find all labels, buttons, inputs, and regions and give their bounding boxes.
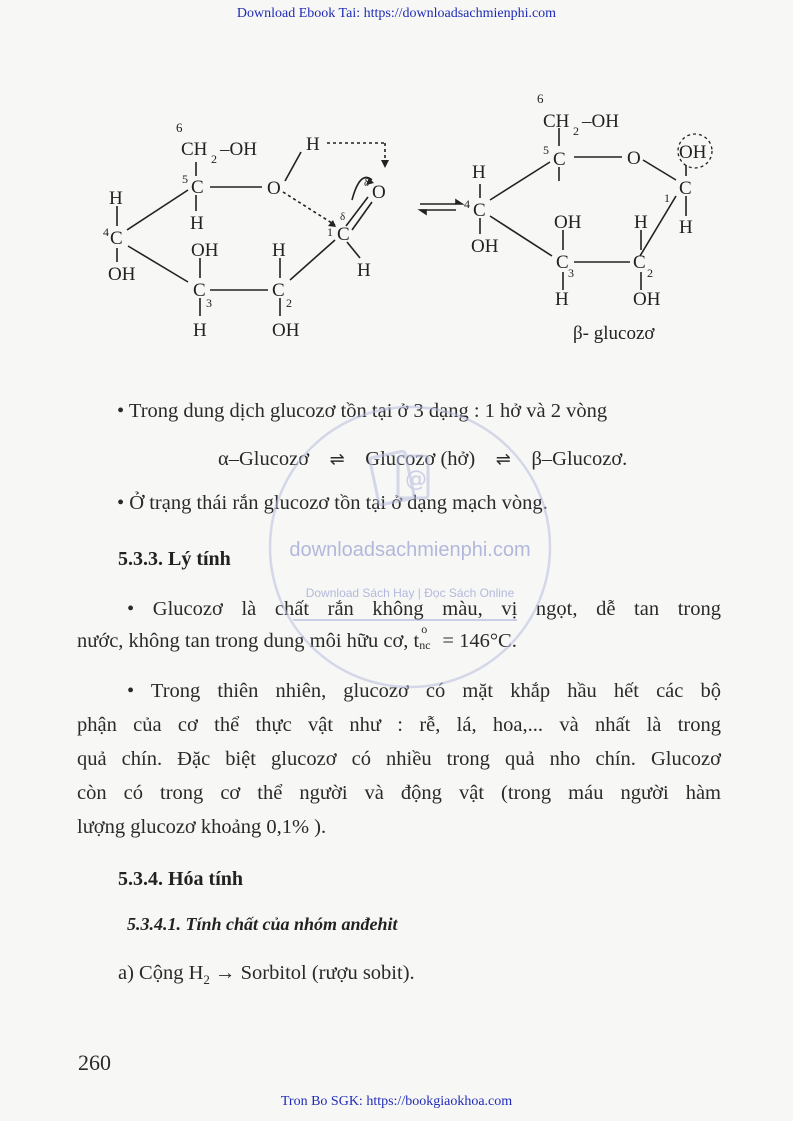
svg-text:H: H — [306, 134, 320, 155]
svg-text:H: H — [109, 188, 123, 209]
svg-text:H: H — [190, 213, 204, 234]
svg-text:3: 3 — [206, 296, 212, 310]
svg-text:C: C — [191, 177, 204, 198]
svg-text:δ: δ — [364, 177, 370, 189]
svg-text:1: 1 — [664, 191, 670, 205]
svg-text:C: C — [473, 200, 486, 221]
open-glucose-label: Glucozơ (hở) — [365, 448, 476, 470]
svg-text:OH: OH — [108, 264, 136, 285]
equilibrium-arrow-icon: ⇌ — [495, 449, 511, 470]
svg-text:OH: OH — [191, 240, 219, 261]
para-nature-line4: còn có trong cơ thể người và động vật (trong máu người hàm — [77, 782, 721, 804]
svg-text:5: 5 — [182, 172, 188, 186]
svg-text:H: H — [193, 320, 207, 341]
svg-text:CH: CH — [181, 139, 208, 160]
svg-text:C: C — [193, 280, 206, 301]
watermark — [265, 402, 555, 692]
svg-text:O: O — [267, 178, 281, 199]
watermark-sub-text: Download Sách Hay | Đọc Sách Online — [305, 586, 515, 600]
para-nature-line5: lượng glucozơ khoảng 0,1% ). — [77, 816, 327, 838]
alpha-glucose-label: α–Glucozơ — [218, 448, 310, 470]
svg-text:OH: OH — [554, 212, 582, 233]
bullet-three-forms: • Trong dung dịch glucozơ tồn tại ở 3 dạng : 1 hở và 2 vòng — [117, 400, 608, 422]
svg-text:2: 2 — [573, 124, 579, 138]
svg-text:C: C — [679, 178, 692, 199]
beta-glucose-labels — [464, 91, 707, 344]
page-number: 260 — [78, 1050, 111, 1075]
svg-text:H: H — [472, 162, 486, 183]
svg-text:3: 3 — [568, 266, 574, 280]
para-nature-line3: quả chín. Đặc biệt glucozơ có nhiều trong quả nho chín. Glucozơ — [77, 748, 721, 770]
svg-text:H: H — [634, 212, 648, 233]
svg-text:1: 1 — [327, 225, 333, 239]
equilibrium-arrow-icon: ⇌ — [329, 449, 345, 470]
svg-text:2: 2 — [211, 152, 217, 166]
svg-text:4: 4 — [103, 225, 109, 239]
subsection-heading-aldehyde: 5.3.4.1. Tính chất của nhóm anđehit — [127, 914, 398, 934]
svg-text:4: 4 — [464, 197, 470, 211]
svg-text:CH: CH — [543, 111, 570, 132]
watermark-main-text: downloadsachmienphi.com — [289, 539, 531, 561]
svg-text:OH: OH — [633, 289, 661, 310]
para-nature-line2: phận của cơ thể thực vật như : rễ, lá, hoa,... và nhất là trong — [77, 714, 721, 736]
open-chain-labels — [103, 120, 386, 341]
glucose-ring-diagram — [0, 80, 793, 360]
svg-text:H: H — [272, 240, 286, 261]
svg-text:OH: OH — [679, 142, 707, 163]
svg-text:C: C — [556, 252, 569, 273]
svg-text:δ: δ — [340, 211, 346, 223]
equilibrium-arrow — [420, 200, 462, 214]
svg-text:–OH: –OH — [220, 139, 257, 160]
para-nature-line1: • Trong thiên nhiên, glucozơ có mặt khắp hầu hết các bộ — [127, 680, 721, 702]
bullet-solid-form: • Ở trạng thái rắn glucozơ tồn tại ở dạng mạch vòng. — [117, 492, 548, 514]
svg-text:6: 6 — [176, 120, 183, 135]
footer-link[interactable]: Tron Bo SGK: https://bookgiaokhoa.com — [280, 1094, 513, 1109]
section-heading-chemical: 5.3.4. Hóa tính — [118, 868, 244, 890]
svg-text:C: C — [553, 149, 566, 170]
svg-text:6: 6 — [537, 91, 544, 106]
svg-text:5: 5 — [543, 143, 549, 157]
svg-text:C: C — [633, 252, 646, 273]
svg-text:OH: OH — [272, 320, 300, 341]
beta-glucose-structure — [480, 128, 686, 290]
svg-text:OH: OH — [471, 236, 499, 257]
svg-text:2: 2 — [286, 296, 292, 310]
item-a-hydrogenation: a) Cộng $H_2$ → Sorbitol (rượu sobit). — [118, 962, 415, 988]
svg-text:–OH: –OH — [582, 111, 619, 132]
svg-text:@: @ — [405, 467, 427, 492]
svg-text:H: H — [357, 260, 371, 281]
svg-text:2: 2 — [647, 266, 653, 280]
svg-text:H: H — [555, 289, 569, 310]
svg-text:C: C — [337, 224, 350, 245]
svg-text:C: C — [272, 280, 285, 301]
svg-text:H: H — [679, 217, 693, 238]
svg-text:C: C — [110, 228, 123, 249]
para-physical-line2: nước, không tan trong dung môi hữu cơ, t o nc = 146°C. — [77, 622, 517, 652]
beta-glucose-caption: β- glucozơ — [573, 323, 655, 344]
header-link[interactable]: Download Ebook Tai: https://downloadsachmienphi.com — [236, 6, 557, 21]
svg-text:O: O — [627, 148, 641, 169]
section-heading-physical: 5.3.3. Lý tính — [118, 548, 231, 570]
svg-text:O: O — [372, 182, 386, 203]
para-physical-line1: • Glucozơ là chất rắn không màu, vị ngọt, dễ tan trong — [127, 598, 721, 620]
beta-glucose-label: β–Glucozơ. — [531, 448, 628, 470]
